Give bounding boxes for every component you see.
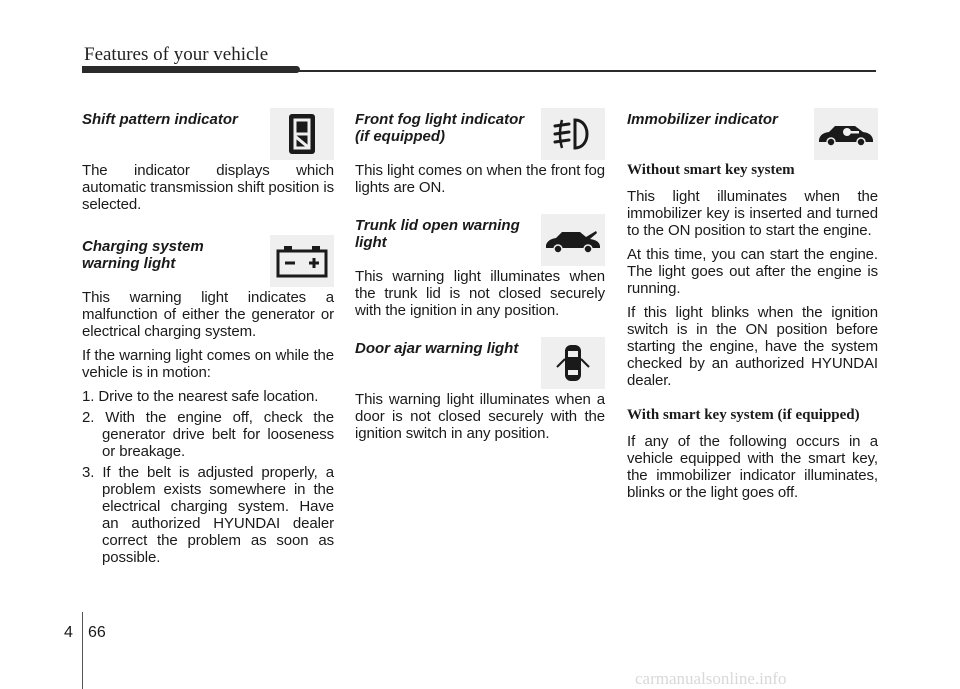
battery-icon — [270, 235, 334, 287]
door-section — [355, 337, 605, 442]
trunk-section — [355, 214, 605, 319]
column-middle — [355, 108, 605, 449]
fog-light-body: This light comes on when the front fog lights are ON. — [355, 162, 605, 196]
immobilizer-p1: This light illuminates when the immobilizer key is inserted and turned to the ON position to start the engine. — [627, 188, 878, 239]
door-body: This warning light illuminates when a door is not closed securely with the ignition switch in any position. — [355, 391, 605, 442]
shift-pattern-body: The indicator displays which automatic transmission shift position is selected. — [82, 162, 334, 213]
fog-light-title: Front fog light indicator (if equipped) — [355, 111, 525, 145]
charging-step-1: 1. Drive to the nearest safe location. — [82, 388, 319, 405]
page-number: 66 — [88, 624, 106, 641]
charging-steps — [82, 388, 334, 566]
shift-pattern-section — [82, 108, 334, 213]
charging-section — [82, 235, 334, 566]
column-left — [82, 108, 334, 570]
door-title: Door ajar warning light — [355, 340, 519, 357]
header-rule-thick — [82, 66, 300, 73]
charging-step-3: 3. If the belt is adjusted properly, a problem exists somewhere in the electrical charging system. Have an authorized HYUNDAI dealer correct the problem as soon as possible. — [82, 464, 334, 566]
header-rule-thin — [296, 70, 876, 72]
immobilizer-icon — [814, 108, 878, 160]
footer-divider — [82, 612, 83, 689]
chapter-number: 4 — [64, 624, 73, 641]
trunk-title: Trunk lid open warning light — [355, 217, 520, 251]
shift-pattern-title: Shift pattern indicator — [82, 111, 238, 128]
charging-step-2: 2. With the engine off, check the generator drive belt for looseness or breakage. — [82, 409, 334, 460]
immobilizer-p2: At this time, you can start the engine. The light goes out after the engine is running. — [627, 246, 878, 297]
trunk-open-icon — [541, 214, 605, 266]
charging-body-1: This warning light indicates a malfunction of either the generator or electrical charging system. — [82, 289, 334, 340]
immobilizer-title: Immobilizer indicator — [627, 111, 778, 128]
trunk-body: This warning light illuminates when the trunk lid is not closed securely with the ignition in any position. — [355, 268, 605, 319]
charging-body-2: If the warning light comes on while the vehicle is in motion: — [82, 347, 334, 381]
door-ajar-icon — [541, 337, 605, 389]
fog-light-icon — [541, 108, 605, 160]
charging-title: Charging system warning light — [82, 238, 204, 272]
page-header-title: Features of your vehicle — [84, 44, 269, 65]
shift-pattern-icon — [270, 108, 334, 160]
immobilizer-section — [627, 108, 878, 501]
immobilizer-p3: If this light blinks when the ignition switch is in the ON position before starting the engine, have the system checked by an authorized HYUNDAI dealer. — [627, 304, 878, 389]
watermark-text: carmanualsonline.info — [635, 669, 787, 688]
fog-light-section — [355, 108, 605, 196]
immobilizer-subheading-without: Without smart key system — [627, 162, 795, 178]
column-right — [627, 108, 878, 508]
immobilizer-p4: If any of the following occurs in a vehicle equipped with the smart key, the immobilizer indicator illuminates, blinks or the light goes off. — [627, 433, 878, 501]
immobilizer-subheading-with: With smart key system (if equipped) — [627, 407, 860, 423]
